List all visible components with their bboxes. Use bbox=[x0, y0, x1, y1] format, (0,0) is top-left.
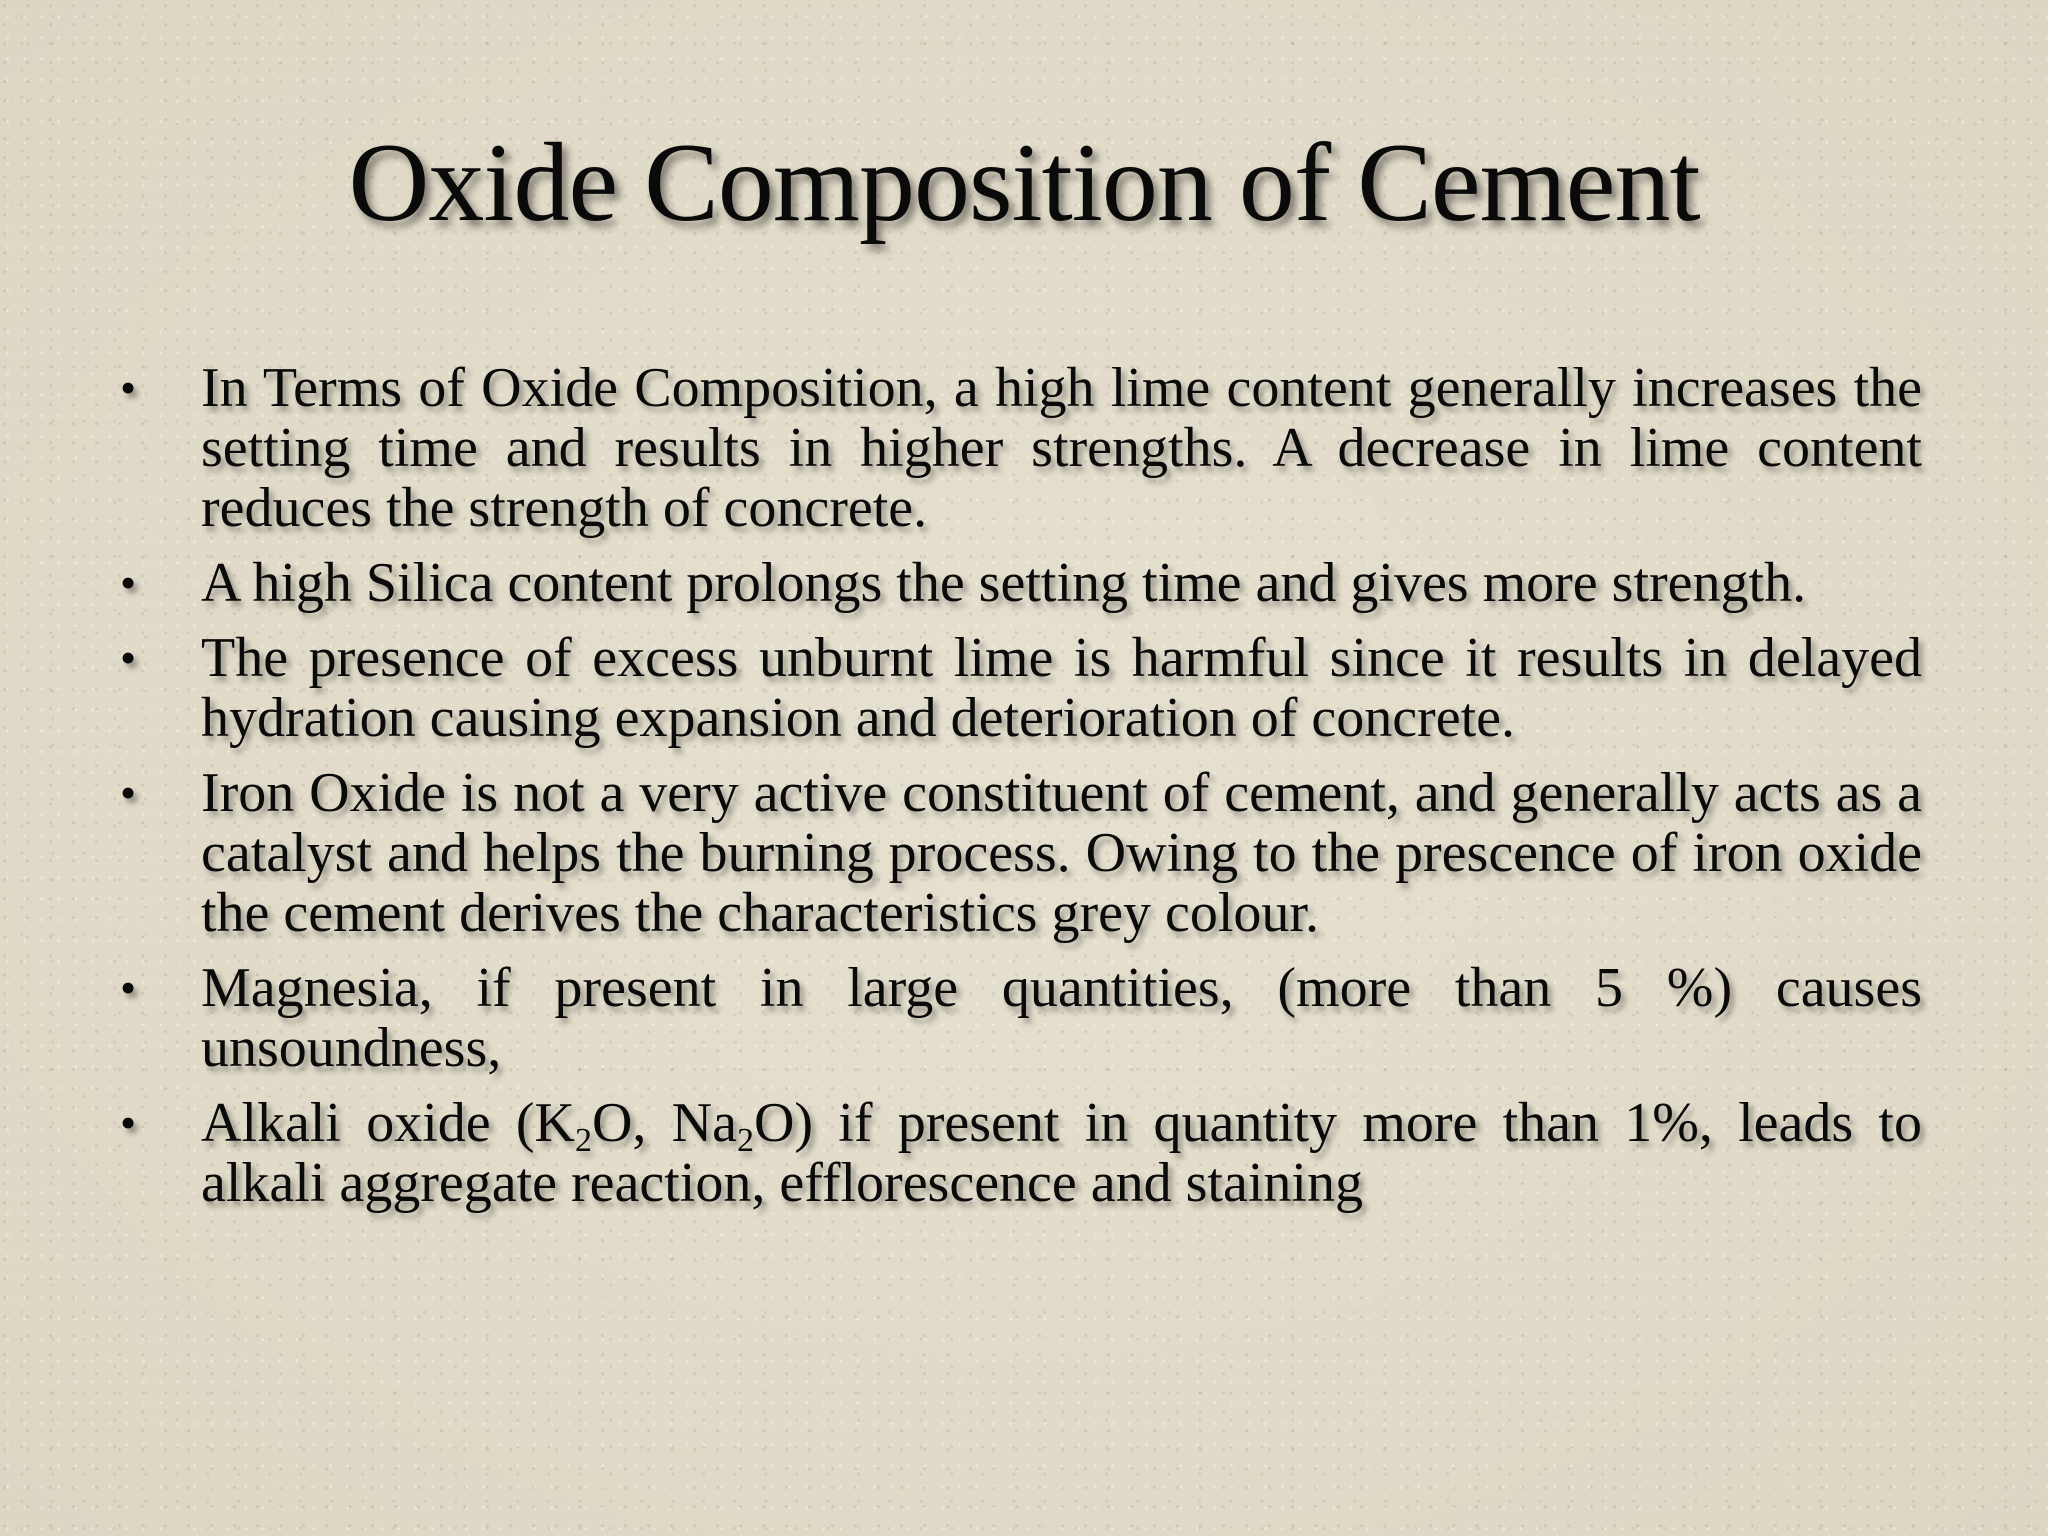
alkali-text-part: O) if present in quantity more than 1%, leads to alkali aggregate reaction, efflorescence and staining bbox=[201, 1092, 1922, 1214]
bullet-text: Magnesia, if present in large quantities, (more than 5 %) causes unsoundness, bbox=[201, 957, 1922, 1079]
bullet-item-silica bbox=[120, 553, 1922, 613]
bullet-item-lime bbox=[120, 358, 1922, 538]
bullet-item-magnesia bbox=[120, 958, 1922, 1078]
subscript: 2 bbox=[736, 1122, 754, 1159]
bullet-icon: • bbox=[120, 767, 137, 818]
bullet-item-alkali-oxide bbox=[120, 1093, 1922, 1213]
bullet-icon: • bbox=[120, 557, 137, 608]
bullet-text: The presence of excess unburnt lime is harmful since it results in delayed hydration causing expansion and deterioration of concrete. bbox=[201, 627, 1922, 749]
bullet-icon: • bbox=[120, 632, 137, 683]
bullet-icon: • bbox=[120, 362, 137, 413]
bullet-icon: • bbox=[120, 962, 137, 1013]
alkali-text-part: O, Na bbox=[591, 1092, 737, 1154]
bullet-text: In Terms of Oxide Composition, a high lime content generally increases the setting time and results in higher strengths. A decrease in lime content reduces the strength of concrete. bbox=[201, 357, 1922, 539]
bullet-text bbox=[201, 1092, 1922, 1214]
bullet-text: Iron Oxide is not a very active constituent of cement, and generally acts as a catalyst and helps the burning process. Owing to the prescence of iron oxide the cement derives the characteristics grey colour. bbox=[201, 762, 1922, 944]
bullet-item-unburnt-lime bbox=[120, 628, 1922, 748]
subscript: 2 bbox=[574, 1122, 592, 1159]
bullet-list bbox=[120, 358, 1922, 1228]
slide-title: Oxide Composition of Cement bbox=[348, 121, 1700, 245]
bullet-icon: • bbox=[120, 1097, 137, 1148]
bullet-text: A high Silica content prolongs the setting time and gives more strength. bbox=[201, 552, 1807, 614]
alkali-text-part: Alkali oxide (K bbox=[201, 1092, 575, 1154]
bullet-item-iron-oxide bbox=[120, 763, 1922, 943]
